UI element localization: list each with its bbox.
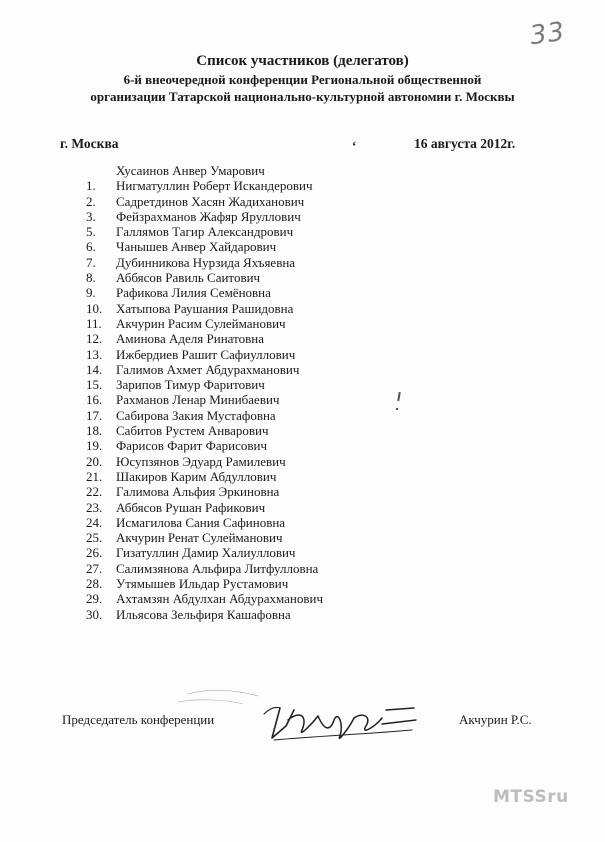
delegate-name: Шакиров Карим Абдуллович xyxy=(116,468,277,484)
delegate-number: 8. xyxy=(86,270,96,286)
delegate-row xyxy=(86,270,416,285)
delegate-row xyxy=(86,500,416,515)
delegate-name: Юсупзянов Эдуард Рамилевич xyxy=(116,453,286,469)
delegate-row xyxy=(86,530,416,545)
delegate-number: 30. xyxy=(86,606,103,622)
delegate-name: Хусаинов Анвер Умарович xyxy=(116,163,265,178)
delegate-name: Чанышев Анвер Хайдарович xyxy=(116,239,277,255)
delegate-name: Ильясова Зельфиря Кашафовна xyxy=(116,606,291,622)
delegate-number: 22. xyxy=(86,484,103,500)
delegate-row xyxy=(86,362,416,377)
delegate-name: Акчурин Расим Сулейманович xyxy=(116,315,286,331)
delegate-name: Гизатуллин Дамир Халиуллович xyxy=(116,545,296,561)
delegate-row xyxy=(86,347,416,362)
handwritten-page-number: 33 xyxy=(528,16,568,52)
delegate-row xyxy=(86,561,416,576)
delegate-row xyxy=(86,285,416,300)
delegate-name: Аббясов Равиль Саитович xyxy=(116,270,261,286)
delegate-number: 15. xyxy=(86,377,103,393)
delegate-name: Галимова Альфия Эркиновна xyxy=(116,484,280,500)
site-watermark: MTSSru xyxy=(493,787,569,807)
delegate-row xyxy=(86,224,416,239)
delegate-number: 25. xyxy=(86,530,103,546)
document-subtitle-line-1: 6-й внеочередной конференции Региональной общественной xyxy=(123,72,482,87)
delegate-row xyxy=(86,178,416,193)
delegate-number: 3. xyxy=(86,208,96,224)
delegate-row xyxy=(86,377,416,392)
delegate-row xyxy=(86,255,416,270)
delegate-number: 24. xyxy=(86,514,103,530)
delegate-row xyxy=(86,438,416,453)
delegate-name: Утямышев Ильдар Рустамович xyxy=(116,576,289,592)
chairman-label: Председатель конференции xyxy=(62,712,215,727)
delegate-name: Ижбердиев Рашит Сафиуллович xyxy=(116,346,296,362)
chairman-name: Акчурин Р.С. xyxy=(459,712,532,727)
delegate-number: 18. xyxy=(86,423,103,439)
delegate-number: 29. xyxy=(86,591,103,607)
delegate-number: 27. xyxy=(86,560,103,576)
document-date: 16 августа 2012г. xyxy=(414,136,516,151)
delegate-row xyxy=(86,484,416,499)
delegate-row xyxy=(86,576,416,591)
delegate-number: 14. xyxy=(86,361,103,377)
handwritten-signature xyxy=(168,680,428,760)
delegate-number: 16. xyxy=(86,392,103,408)
delegate-name: Рафикова Лилия Семёновна xyxy=(116,285,271,301)
delegate-name: Аминова Аделя Ринатовна xyxy=(116,331,264,347)
delegate-number: 6. xyxy=(86,239,96,255)
delegate-row xyxy=(86,316,416,331)
delegate-name: Ахтамзян Абдулхан Абдурахманович xyxy=(116,591,323,607)
delegate-row xyxy=(86,469,416,484)
delegate-number: 28. xyxy=(86,576,103,592)
delegate-name: Акчурин Ренат Сулейманович xyxy=(116,530,283,546)
delegate-row xyxy=(86,301,416,316)
delegate-name: Исмагилова Сания Сафиновна xyxy=(116,514,286,530)
delegate-name: Галимов Ахмет Абдурахманович xyxy=(116,361,300,377)
delegate-number: 9. xyxy=(86,285,96,301)
delegate-row xyxy=(86,607,416,622)
delegate-number: 1. xyxy=(86,178,96,194)
delegate-number: 11. xyxy=(86,315,102,331)
delegate-name: Нигматуллин Роберт Искандерович xyxy=(116,178,313,194)
delegate-number: 20. xyxy=(86,453,103,469)
delegate-number: 26. xyxy=(86,545,103,561)
delegate-name: Зарипов Тимур Фаритович xyxy=(116,377,265,393)
delegate-name: Дубинникова Нурзида Яхъяевна xyxy=(116,254,296,270)
document-title: Список участников (делегатов) xyxy=(196,53,409,69)
delegate-number: 13. xyxy=(86,346,103,362)
stray-mark-text: ʻ xyxy=(352,138,357,153)
delegate-name: Сабирова Закия Мустафовна xyxy=(116,407,276,423)
delegate-name: Садретдинов Хасян Жадиханович xyxy=(116,193,305,209)
delegate-number: 2. xyxy=(86,193,96,209)
delegate-name: Галлямов Тагир Александрович xyxy=(116,224,294,240)
delegate-name: Рахманов Ленар Минибаевич xyxy=(116,392,280,408)
delegate-row xyxy=(86,545,416,560)
scan-artifact-dot xyxy=(396,408,398,410)
delegate-list xyxy=(86,163,416,622)
delegate-row xyxy=(86,408,416,423)
delegate-row xyxy=(86,392,416,407)
delegate-number: 19. xyxy=(86,438,103,454)
delegate-number: 21. xyxy=(86,468,103,484)
delegate-row xyxy=(86,515,416,530)
delegate-name: Аббясов Рушан Рафикович xyxy=(116,499,266,515)
delegate-name: Фейзрахманов Жафяр Яруллович xyxy=(116,208,301,224)
delegate-row xyxy=(86,163,416,178)
delegate-name: Хатыпова Раушания Рашидовна xyxy=(116,300,294,316)
delegate-number: 10. xyxy=(86,300,103,316)
delegate-row xyxy=(86,239,416,254)
place-label: г. Москва xyxy=(60,136,119,151)
delegate-number: 12. xyxy=(86,331,103,347)
delegate-row xyxy=(86,423,416,438)
document-subtitle-line-2: организации Татарской национально-культурной автономии г. Москвы xyxy=(90,89,515,104)
delegate-row xyxy=(86,331,416,346)
delegate-row xyxy=(86,194,416,209)
delegate-name: Салимзянова Альфира Литфулловна xyxy=(116,560,319,576)
delegate-row xyxy=(86,209,416,224)
delegate-name: Сабитов Рустем Анварович xyxy=(116,423,269,439)
delegate-number: 17. xyxy=(86,407,103,423)
delegate-name: Фарисов Фарит Фарисович xyxy=(116,438,267,454)
delegate-number: 5. xyxy=(86,224,96,240)
delegate-number: 7. xyxy=(86,254,96,270)
delegate-number: 23. xyxy=(86,499,103,515)
delegate-row xyxy=(86,454,416,469)
delegate-row xyxy=(86,591,416,606)
